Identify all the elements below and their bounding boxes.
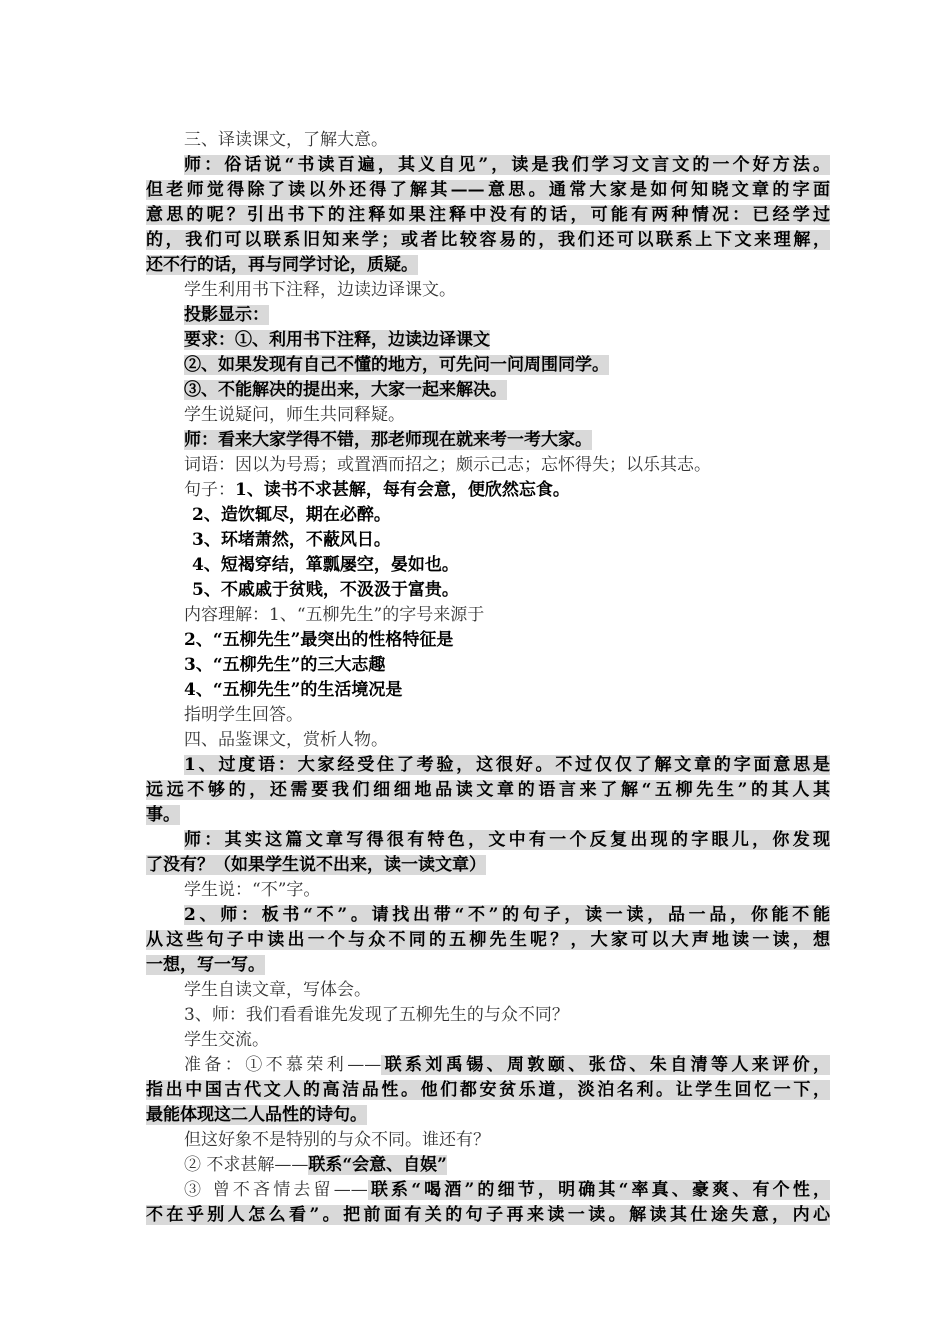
teacher-paragraph-line: 师：其实这篇文章写得很有特色，文中有一个反复出现的字眼儿，你发现 [184, 830, 830, 850]
section-heading-4: 四、品鉴课文，赏析人物。 [184, 730, 388, 750]
prep-transition: 但这好象不是特别的与众不同。谁还有？ [184, 1130, 490, 1150]
transition-paragraph-line: 事。 [146, 805, 180, 825]
student-activity-line: 学生交流。 [184, 1030, 269, 1050]
projection-label: 投影显示： [184, 305, 269, 325]
requirement-1: 要求：①、利用书下注释，边读边译课文 [184, 330, 490, 350]
sentence-5: 5、不戚戚于贫贱，不汲汲于富贵。 [192, 580, 459, 600]
prep-point-2: ② 不求甚解——联系“会意、自娱” [184, 1155, 447, 1175]
student-activity-line: 学生利用书下注释，边读边译课文。 [184, 280, 456, 300]
teacher-paragraph-line: 师：俗话说“书读百遍，其义自见”，读是我们学习文言文的一个好方法。 [184, 155, 830, 175]
sentence-4: 4、短褐穿结，箪瓢屡空，晏如也。 [192, 555, 459, 575]
sentence-2: 2、造饮辄尽，期在必醉。 [192, 505, 391, 525]
prep-point-3-cont: 不在乎别人怎么看”。把前面有关的句子再来读一读。解读其仕途失意，内心 [146, 1205, 830, 1225]
content-question-3: 3、“五柳先生”的三大志趣 [184, 655, 386, 675]
teacher-paragraph-line: 一想，写一写。 [146, 955, 265, 975]
section-heading-3: 三、译读课文，了解大意。 [184, 130, 388, 150]
student-activity-line: 学生自读文章，写体会。 [184, 980, 371, 1000]
teacher-paragraph-line: 2、师：板书“不”。请找出带“不”的句子，读一读，品一品，你能不能 [184, 905, 830, 925]
student-activity-line: 学生说：“不”字。 [184, 880, 321, 900]
vocab-term: 忘怀 [541, 455, 575, 475]
prep-point-3: ③ 曾不吝情去留——联系“喝酒”的细节，明确其“率真、豪爽、有个性， [184, 1180, 830, 1200]
teacher-line: 3、师：我们看看谁先发现了五柳先生的与众不同？ [184, 1005, 569, 1025]
vocab-term: 或 [337, 455, 354, 475]
teacher-line: 师：看来大家学得不错，那老师现在就来考一考大家。 [184, 430, 592, 450]
teacher-paragraph-line: 了没有？（如果学生说不出来，读一读文章） [146, 855, 486, 875]
teacher-paragraph-line: 的，我们可以联系旧知来学；或者比较容易的，我们还可以联系上下文来理解， [146, 230, 830, 250]
requirement-3: ③、不能解决的提出来，大家一起来解决。 [184, 380, 507, 400]
vocab-term: 因以为 [235, 455, 286, 475]
student-activity-line: 指明学生回答。 [184, 705, 303, 725]
transition-paragraph-line: 1、过度语：大家经受住了考验，这很好。不过仅仅了解文章的字面意思是 [184, 755, 830, 775]
teacher-paragraph-line: 但老师觉得除了读以外还得了解其——意思。通常大家是如何知晓文章的字面 [146, 180, 830, 200]
prep-point-1-cont: 最能体现这二人品性的诗句。 [146, 1105, 367, 1125]
transition-paragraph-line: 远远不够的，还需要我们细细地品读文章的语言来了解“五柳先生”的其人其 [146, 780, 830, 800]
prep-point-1: 准备：①不慕荣利——联系刘禹锡、周敦颐、张岱、朱自清等人来评价， [184, 1055, 830, 1075]
vocabulary-line: 词语：因以为号焉；或置酒而招之；颇示己志；忘怀得失；以乐其志。 [184, 455, 711, 475]
teacher-paragraph-line: 意思的呢？引出书下的注释如果注释中没有的话，可能有两种情况：已经学过 [146, 205, 830, 225]
prep-point-1-cont: 指出中国古代文人的高洁品性。他们都安贫乐道，淡泊名利。让学生回忆一下， [146, 1080, 830, 1100]
teacher-paragraph-line: 还不行的话，再与同学讨论，质疑。 [146, 255, 418, 275]
sentence-1: 句子：1、读书不求甚解，每有会意，便欣然忘食。 [184, 480, 570, 500]
content-question-1: 内容理解：1、“五柳先生”的字号来源于 [184, 605, 485, 625]
teacher-paragraph-line: 从这些句子中读出一个与众不同的五柳先生呢？，大家可以大声地读一读，想 [146, 930, 830, 950]
vocab-term: 乐 [643, 455, 660, 475]
content-question-4: 4、“五柳先生”的生活境况是 [184, 680, 403, 700]
vocab-term: 颇 [456, 455, 473, 475]
requirement-2: ②、如果发现有自己不懂的地方，可先问一问周围同学。 [184, 355, 609, 375]
student-activity-line: 学生说疑问，师生共同释疑。 [184, 405, 405, 425]
content-question-2: 2、“五柳先生”最突出的性格特征是 [184, 630, 454, 650]
sentence-3: 3、环堵萧然，不蔽风日。 [192, 530, 391, 550]
vocab-term: 志； [507, 455, 541, 475]
